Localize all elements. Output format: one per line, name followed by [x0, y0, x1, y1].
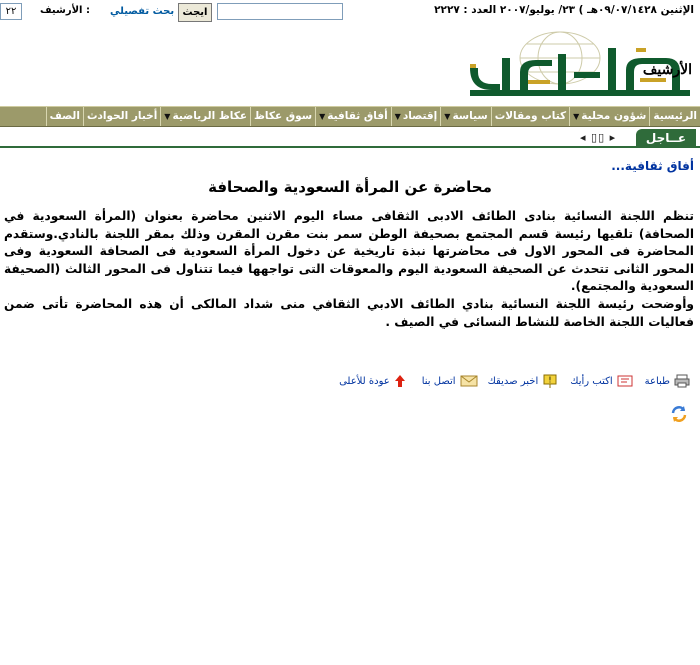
- main-nav: [0, 106, 700, 127]
- issue-number-field[interactable]: ٢٢: [0, 3, 22, 20]
- comment-icon: [617, 374, 633, 388]
- breaking-news-ticker: [0, 129, 700, 149]
- article-headline: محاضرة عن المرأة السعودية والصحافة: [208, 178, 492, 196]
- warning-sign-icon: [542, 374, 558, 388]
- nav-label: الصف: [49, 110, 80, 122]
- archive-label: الأرشيف :: [40, 5, 90, 16]
- nav-item-culture[interactable]: [315, 107, 391, 126]
- nav-item-sports[interactable]: [160, 107, 250, 126]
- caret-down-icon: ▼: [319, 112, 326, 121]
- nav-label: عكاظ الرياضية: [172, 110, 247, 122]
- advanced-search-link[interactable]: بحث تفصيلي: [110, 6, 175, 17]
- caret-down-icon: ▼: [444, 112, 451, 121]
- nav-item-writers[interactable]: [491, 107, 569, 126]
- article-paragraph: تنظم اللجنة النسائية بنادى الطائف الادبى الثقافى مساء اليوم الاثنين محاضرة بعنوان (المرأة السعودية في الصحافة) تلقيها رئيسة قسم المجتمع بصحيفة الوطن سمر بنت مقرن المقرن وذلك بمقر اللجنة بالنادي.وستقدم المحاضرة فى المحور الاول فى محاضرتها نبذة تاريخية عن دخول المرأة السعودية فى الصحافة السعودية وفى المحور الثانى تتحدث عن الصحيفة السعودية اليوم والمعوقات التى تواجهها فيما تتناول فى المحور الثالث (الصحيفة السعودية والمجتمع).: [4, 209, 694, 294]
- archive-search-input[interactable]: [217, 3, 343, 20]
- nav-label: أفاق ثقافية: [327, 110, 388, 122]
- ticker-controls[interactable]: ◂ ▯▯ ▸: [580, 131, 617, 144]
- ticker-divider: [0, 146, 700, 148]
- nav-item-incidents[interactable]: [83, 107, 160, 126]
- article-body: [4, 208, 694, 331]
- caret-down-icon: ▼: [394, 112, 401, 121]
- nav-label: كتاب ومقالات: [494, 110, 567, 122]
- top-bar: [0, 0, 700, 24]
- nav-item-local-affairs[interactable]: [569, 107, 649, 126]
- nav-item-economy[interactable]: [391, 107, 441, 126]
- contact-link[interactable]: [422, 374, 476, 388]
- comment-label: اكتب رأيك: [570, 375, 613, 387]
- comment-link[interactable]: [570, 374, 632, 388]
- svg-text:!: !: [548, 375, 552, 385]
- nav-item-politics[interactable]: [440, 107, 490, 126]
- caret-down-icon: ▼: [573, 112, 580, 121]
- print-label: طباعة: [644, 375, 670, 387]
- nav-item-home[interactable]: [649, 107, 700, 126]
- okaz-logo[interactable]: [440, 28, 700, 98]
- nav-label: سياسة: [452, 110, 488, 122]
- nav-label: سوق عكاظ: [254, 110, 313, 122]
- print-link[interactable]: [645, 374, 690, 388]
- arrow-up-icon: [394, 374, 410, 388]
- nav-label: أخبار الحوادث: [86, 110, 158, 122]
- nav-item-okaz-market[interactable]: [250, 107, 315, 126]
- section-breadcrumb[interactable]: أفاق ثقافية...: [611, 159, 694, 173]
- issue-date: الإثنين ٠٩/٠٧/١٤٢٨هـ ) ٢٣/ يوليو/٢٠٠٧ العدد : ٢٢٢٧: [434, 4, 694, 16]
- nav-label: الرئيسية: [653, 110, 697, 122]
- nav-label: إقتصاد: [402, 110, 438, 122]
- tell-friend-link[interactable]: [488, 374, 559, 388]
- nav-label: شؤون محلية: [581, 110, 647, 122]
- nav-item-more[interactable]: [46, 107, 83, 126]
- printer-icon: [674, 374, 690, 388]
- article-tools: [285, 370, 690, 392]
- archive-go-button[interactable]: ايجث: [178, 3, 212, 22]
- logo-subtitle: الأرشيف: [642, 62, 692, 78]
- back-to-top-link[interactable]: [339, 374, 410, 388]
- refresh-icon[interactable]: [669, 404, 689, 424]
- tell-friend-label: اخبر صديقك: [487, 375, 539, 387]
- back-to-top-label: عودة للأعلى: [339, 375, 390, 387]
- caret-down-icon: ▼: [164, 112, 171, 121]
- breaking-news-label: عــاجل: [636, 129, 696, 147]
- contact-label: اتصل بنا: [421, 375, 456, 387]
- article-paragraph: وأوضحت رئيسة اللجنة النسائية بنادي الطائف الادبي الثقافي منى شداد المالكى أن هذه المحاضرة تأتى ضمن فعاليات اللجنة الخاصة للنشاط النسائى في الصيف .: [4, 296, 694, 329]
- envelope-icon: [460, 374, 476, 388]
